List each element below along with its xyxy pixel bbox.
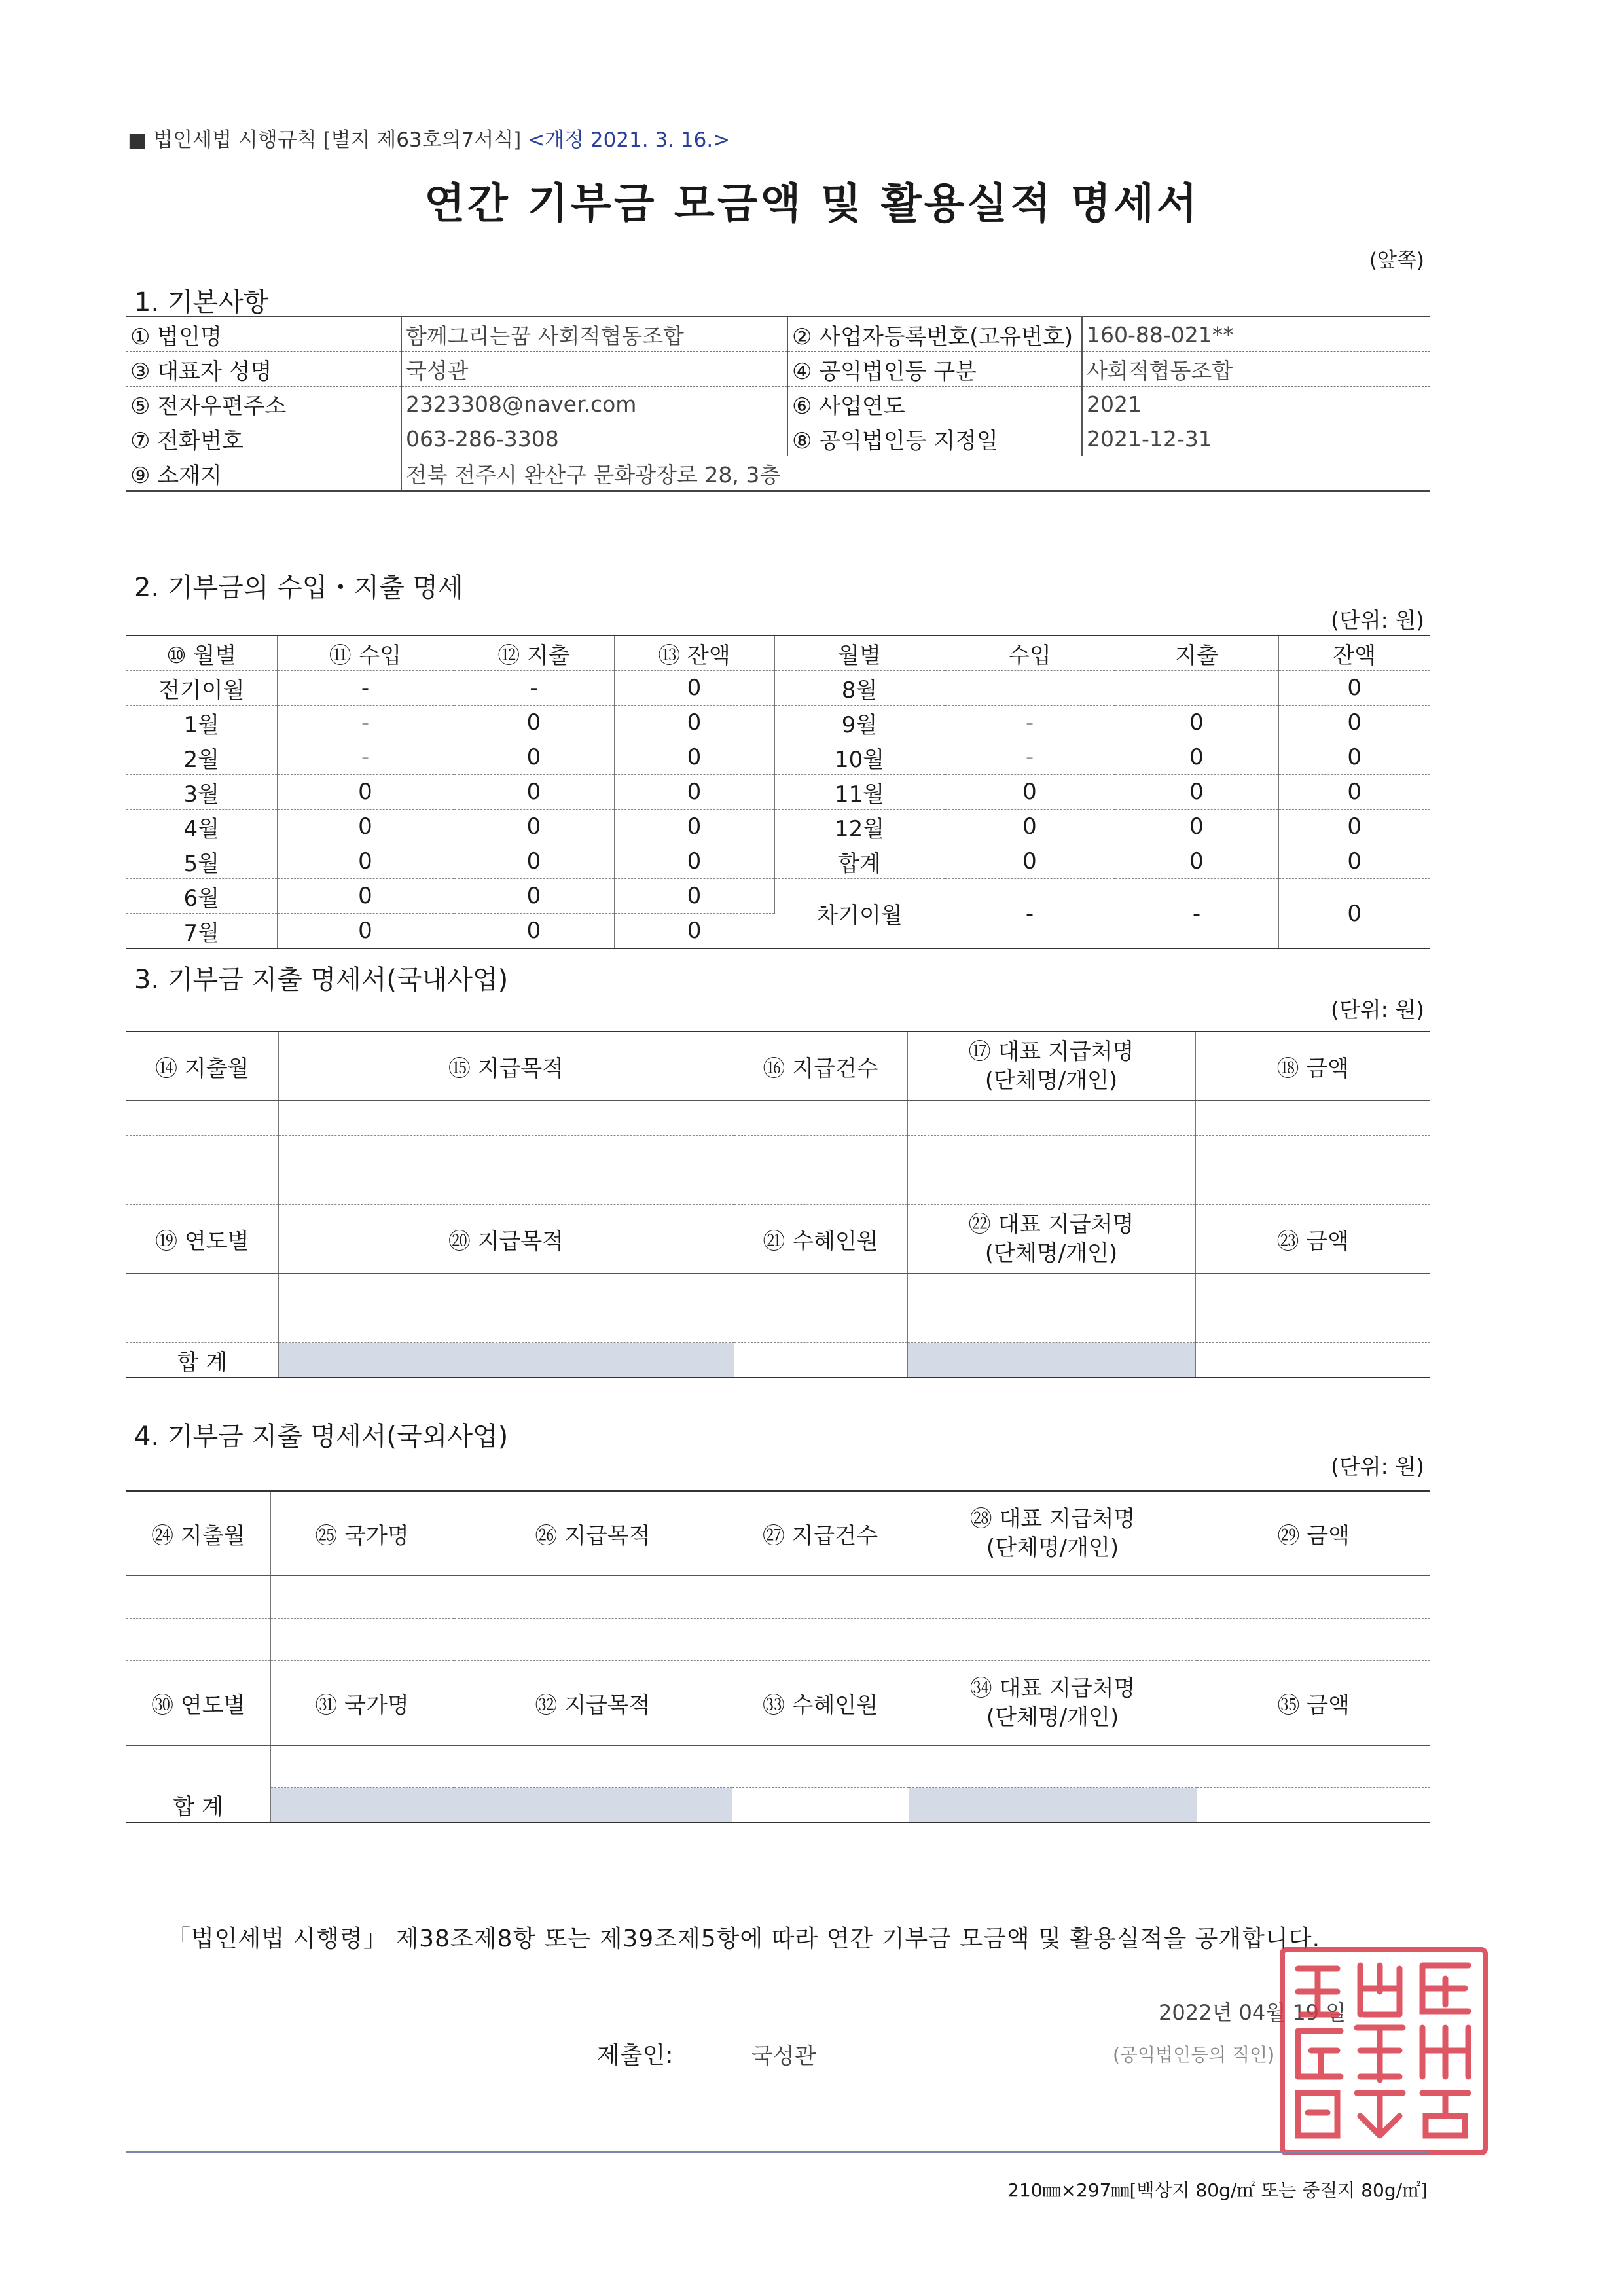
designation-date-value: 2021-12-31 (1082, 421, 1430, 456)
email-value: 2323308@naver.com (401, 387, 787, 421)
cell (126, 1101, 278, 1136)
col-month: ⑩ 월별 (126, 636, 277, 671)
cell: 12월 (774, 810, 945, 844)
cell (1195, 1308, 1430, 1343)
cell: - (945, 740, 1115, 775)
submitter-name: 국성관 (751, 2043, 816, 2070)
cell: 11월 (774, 775, 945, 810)
cell (126, 1136, 278, 1170)
basic-info-table (126, 316, 1430, 492)
section4-title: 4. 기부금 지출 명세서(국외사업) (134, 1422, 509, 1452)
section1-title: 1. 기본사항 (134, 287, 269, 317)
col-expense-month: ⑭ 지출월 (126, 1031, 278, 1101)
label-fiscal-year: ⑥ 사업연도 (787, 387, 1082, 421)
cell (126, 1170, 278, 1205)
carry-forward-label: 차기이월 (774, 879, 945, 949)
cell (1195, 1101, 1430, 1136)
shaded-cell (278, 1343, 734, 1378)
label-phone: ⑦ 전화번호 (126, 421, 401, 456)
submission-date: 2022년 04월 19 일 (1159, 2000, 1346, 2025)
recipient-label: ㉘ 대표 지급처명 (969, 1506, 1136, 1532)
table-row (126, 844, 1430, 879)
business-number-value: 160-88-021** (1082, 317, 1430, 352)
corp-name-value: 함께그리는꿈 사회적협동조합 (401, 317, 787, 352)
cell (732, 1788, 909, 1823)
cell: 0 (454, 740, 614, 775)
domestic-expense-table (126, 1031, 1430, 1378)
cell: 0 (1115, 775, 1278, 810)
cell (126, 1576, 270, 1619)
cell: 0 (277, 914, 454, 949)
cell: 0 (614, 879, 774, 914)
phone-value: 063-286-3308 (401, 421, 787, 456)
label-email: ⑤ 전자우편주소 (126, 387, 401, 421)
cell (732, 1576, 909, 1619)
label-address: ⑨ 소재지 (126, 456, 401, 492)
cell (126, 1619, 270, 1661)
submitter-label: 제출인: (597, 2042, 674, 2069)
cell (732, 1746, 909, 1788)
table-row (126, 671, 1430, 706)
cell (270, 1576, 454, 1619)
cell: 1월 (126, 706, 277, 740)
section3-title: 3. 기부금 지출 명세서(국내사업) (134, 965, 509, 995)
cell: 0 (1278, 810, 1430, 844)
cell (126, 1746, 270, 1788)
cell (1197, 1746, 1430, 1788)
col-amount: ㉙ 금액 (1197, 1491, 1430, 1576)
cell (732, 1619, 909, 1661)
cell (1195, 1274, 1430, 1308)
col-beneficiaries: ㉝ 수혜인원 (732, 1661, 909, 1746)
cell: 0 (454, 879, 614, 914)
cell: - (277, 740, 454, 775)
fiscal-year-value: 2021 (1082, 387, 1430, 421)
cell: 0 (1115, 706, 1278, 740)
cell: 0 (277, 775, 454, 810)
form-reference (128, 123, 730, 152)
col-amount-2: ㉟ 금액 (1197, 1661, 1430, 1746)
cell: - (945, 706, 1115, 740)
cell: 0 (614, 844, 774, 879)
recipient-label: ㉒ 대표 지급처명 (968, 1211, 1134, 1238)
col-purpose-2: ⑳ 지급목적 (278, 1205, 734, 1274)
cell (907, 1136, 1195, 1170)
col-balance-2: 잔액 (1278, 636, 1430, 671)
label-business-number: ② 사업자등록번호(고유번호) (787, 317, 1082, 352)
col-purpose: ㉖ 지급목적 (454, 1491, 732, 1576)
cell: 0 (454, 706, 614, 740)
col-income: ⑪ 수입 (277, 636, 454, 671)
col-expense: ⑫ 지출 (454, 636, 614, 671)
cell: 0 (1278, 879, 1430, 949)
side-note: (앞쪽) (1369, 249, 1424, 272)
table-row (126, 810, 1430, 844)
cell (126, 1308, 278, 1343)
cell: 0 (1115, 740, 1278, 775)
col-country-2: ㉛ 국가명 (270, 1661, 454, 1746)
total-label: 합 계 (126, 1343, 278, 1378)
income-expense-table (126, 635, 1430, 949)
cell: 0 (454, 810, 614, 844)
col-country: ㉕ 국가명 (270, 1491, 454, 1576)
cell (270, 1746, 454, 1788)
cell (1195, 1170, 1430, 1205)
cell (1195, 1343, 1430, 1378)
cell: - (277, 671, 454, 706)
col-amount: ⑱ 금액 (1195, 1031, 1430, 1101)
cell (734, 1274, 907, 1308)
address-value: 전북 전주시 완산구 문화광장로 28, 3층 (401, 456, 1430, 492)
col-purpose-2: ㉜ 지급목적 (454, 1661, 732, 1746)
cell: 0 (1278, 706, 1430, 740)
cell: 0 (614, 740, 774, 775)
official-seal (1280, 1947, 1488, 2155)
col-purpose: ⑮ 지급목적 (278, 1031, 734, 1101)
cell: 3월 (126, 775, 277, 810)
cell: 0 (614, 671, 774, 706)
table-row (126, 879, 1430, 914)
cell: 5월 (126, 844, 277, 879)
col-amount-2: ㉓ 금액 (1195, 1205, 1430, 1274)
cell (126, 1274, 278, 1308)
cell (1115, 671, 1278, 706)
cell: 0 (945, 810, 1115, 844)
col-beneficiaries: ㉑ 수혜인원 (734, 1205, 907, 1274)
total-label: 합 계 (126, 1788, 270, 1823)
cell (945, 671, 1115, 706)
cell: 전기이월 (126, 671, 277, 706)
form-prefix: ■ 법인세법 시행규칙 [별지 제63호의7서식] (128, 128, 522, 152)
col-balance: ⑬ 잔액 (614, 636, 774, 671)
label-designation-date: ⑧ 공익법인등 지정일 (787, 421, 1082, 456)
cell (907, 1274, 1195, 1308)
recipient-label: ㉞ 대표 지급처명 (969, 1676, 1136, 1702)
cell: 0 (454, 775, 614, 810)
cell: 0 (614, 810, 774, 844)
cell: 0 (454, 844, 614, 879)
label-representative: ③ 대표자 성명 (126, 352, 401, 387)
representative-value: 국성관 (401, 352, 787, 387)
cell (734, 1101, 907, 1136)
col-recipient-2 (909, 1661, 1197, 1746)
table-row (126, 775, 1430, 810)
total-label: 합계 (774, 844, 945, 879)
cell (909, 1746, 1197, 1788)
section2-unit: (단위: 원) (1331, 607, 1424, 633)
cell (278, 1136, 734, 1170)
cell: 8월 (774, 671, 945, 706)
section4-unit: (단위: 원) (1331, 1454, 1424, 1479)
cell: 2월 (126, 740, 277, 775)
col-expense-month: ㉔ 지출월 (126, 1491, 270, 1576)
col-income-2: 수입 (945, 636, 1115, 671)
section3-unit: (단위: 원) (1331, 997, 1424, 1022)
cell (1195, 1136, 1430, 1170)
shaded-cell (270, 1788, 454, 1823)
cell (1197, 1576, 1430, 1619)
cell (734, 1308, 907, 1343)
footer-divider (126, 2151, 1430, 2153)
cell: 0 (945, 844, 1115, 879)
col-payment-count: ⑯ 지급건수 (734, 1031, 907, 1101)
col-year: ㉚ 연도별 (126, 1661, 270, 1746)
cell: 0 (1115, 844, 1278, 879)
cell: 0 (277, 844, 454, 879)
cell: 0 (1278, 671, 1430, 706)
cell: 0 (1278, 844, 1430, 879)
cell (909, 1576, 1197, 1619)
cell: 0 (1278, 740, 1430, 775)
cell (278, 1274, 734, 1308)
table-row (126, 740, 1430, 775)
cell: - (945, 879, 1115, 949)
disclosure-statement: 「법인세법 시행령」 제38조제8항 또는 제39조제5항에 따라 연간 기부금 모금액 및 활용실적을 공개합니다. (167, 1926, 1321, 1952)
page-title: 연간 기부금 모금액 및 활용실적 명세서 (424, 180, 1200, 228)
recipient-sub: (단체명/개인) (984, 1240, 1118, 1266)
cell: 0 (1115, 810, 1278, 844)
cell: 9월 (774, 706, 945, 740)
seal-glyphs (1285, 1952, 1483, 2150)
seal-note: (공익법인등의 직인) (1113, 2044, 1275, 2066)
cell (1197, 1619, 1430, 1661)
cell: 0 (614, 914, 774, 949)
cell (907, 1170, 1195, 1205)
shaded-cell (454, 1788, 732, 1823)
recipient-sub: (단체명/개인) (984, 1067, 1118, 1094)
col-expense-2: 지출 (1115, 636, 1278, 671)
cell (454, 1746, 732, 1788)
recipient-sub: (단체명/개인) (986, 1535, 1119, 1561)
col-year: ⑲ 연도별 (126, 1205, 278, 1274)
cell (278, 1170, 734, 1205)
cell: 0 (454, 914, 614, 949)
label-corp-name: ① 법인명 (126, 317, 401, 352)
cell (278, 1308, 734, 1343)
col-recipient-2 (907, 1205, 1195, 1274)
label-entity-type: ④ 공익법인등 구분 (787, 352, 1082, 387)
paper-spec: 210㎜×297㎜[백상지 80g/㎡ 또는 중질지 80g/㎡] (1007, 2179, 1428, 2201)
shaded-cell (907, 1343, 1195, 1378)
recipient-sub: (단체명/개인) (986, 1704, 1119, 1730)
cell (454, 1576, 732, 1619)
recipient-label: ⑰ 대표 지급처명 (968, 1039, 1134, 1065)
col-month-2: 월별 (774, 636, 945, 671)
cell: 7월 (126, 914, 277, 949)
cell: 0 (277, 879, 454, 914)
cell (907, 1101, 1195, 1136)
cell (907, 1308, 1195, 1343)
cell: 6월 (126, 879, 277, 914)
cell (734, 1136, 907, 1170)
cell: - (1115, 879, 1278, 949)
col-recipient (907, 1031, 1195, 1101)
col-recipient (909, 1491, 1197, 1576)
cell: 0 (945, 775, 1115, 810)
cell: 0 (614, 775, 774, 810)
cell: 10월 (774, 740, 945, 775)
cell (270, 1619, 454, 1661)
col-payment-count: ㉗ 지급건수 (732, 1491, 909, 1576)
cell: 0 (614, 706, 774, 740)
revision-date: <개정 2021. 3. 16.> (528, 128, 731, 152)
cell: 0 (1278, 775, 1430, 810)
cell: 0 (277, 810, 454, 844)
overseas-expense-table (126, 1490, 1430, 1823)
entity-type-value: 사회적협동조합 (1082, 352, 1430, 387)
cell: 4월 (126, 810, 277, 844)
cell (734, 1170, 907, 1205)
table-row (126, 706, 1430, 740)
cell: - (454, 671, 614, 706)
cell (909, 1619, 1197, 1661)
section2-title: 2. 기부금의 수입・지출 명세 (134, 573, 463, 603)
cell (454, 1619, 732, 1661)
cell (278, 1101, 734, 1136)
cell: - (277, 706, 454, 740)
shaded-cell (909, 1788, 1197, 1823)
cell (1197, 1788, 1430, 1823)
cell (734, 1343, 907, 1378)
